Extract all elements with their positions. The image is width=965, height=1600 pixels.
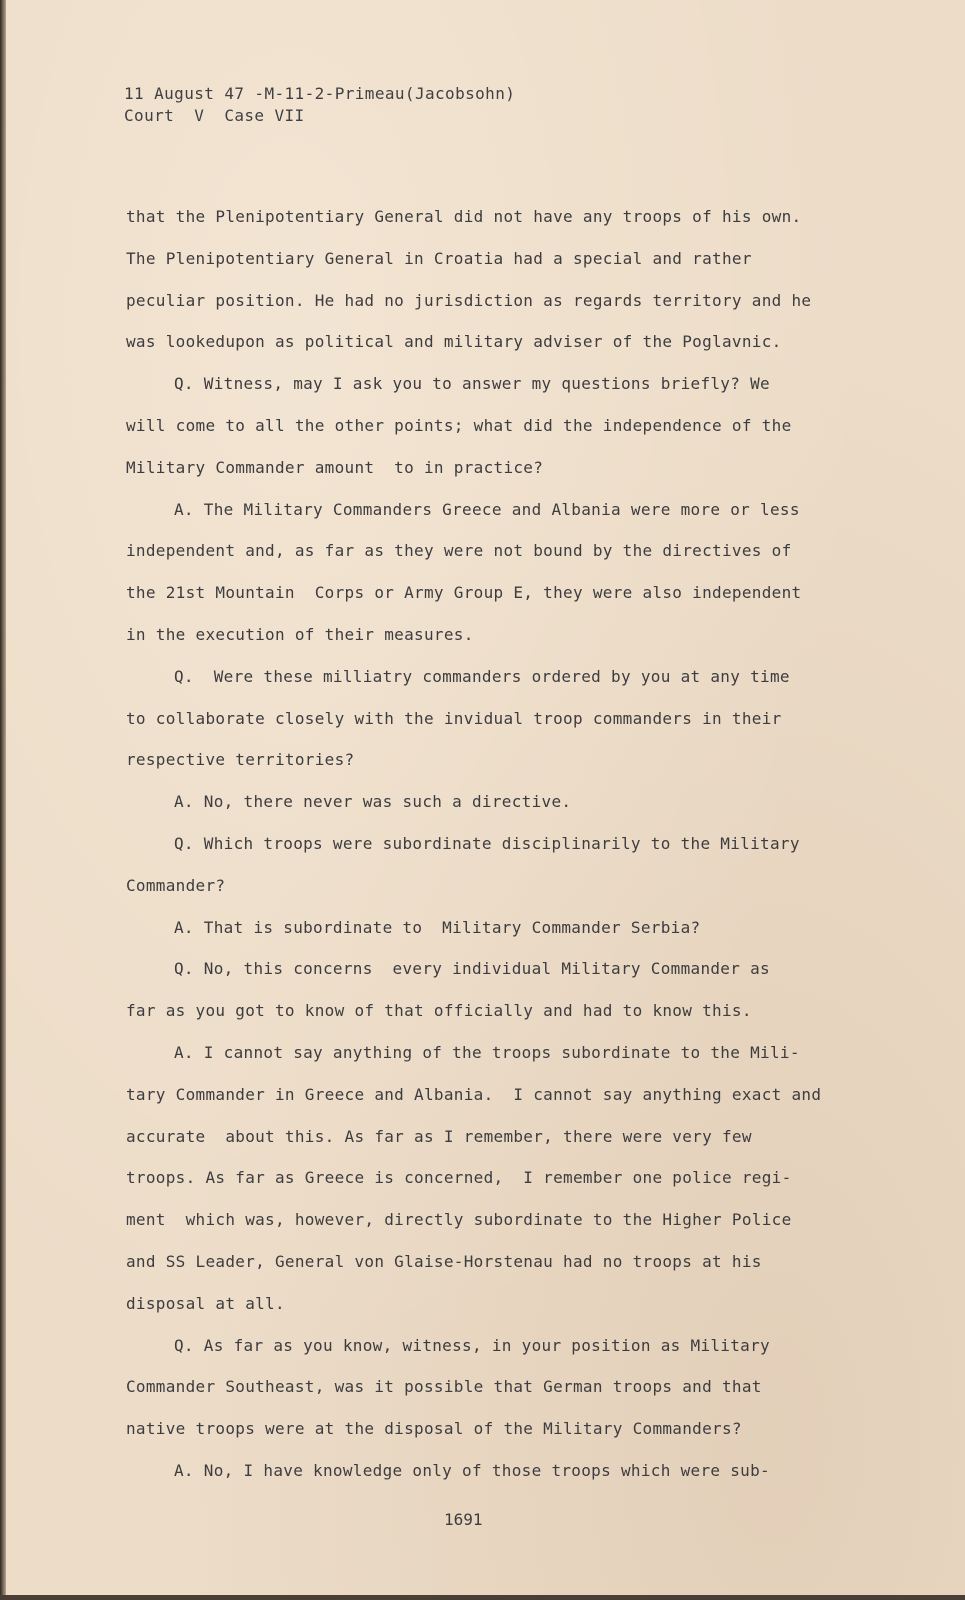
page-bottom-edge [0,1595,965,1600]
transcript-question: Q. Witness, may I ask you to answer my questions briefly? We [174,374,770,394]
transcript-line: disposal at all. [126,1293,285,1313]
transcript-line: far as you got to know of that officially and had to know this. [126,1001,752,1021]
transcript-line: accurate about this. As far as I remember, there were very few [126,1126,752,1146]
transcript-line: to collaborate closely with the invidual troop commanders in their [126,708,782,728]
transcript-question: Q. As far as you know, witness, in your position as Military [174,1335,770,1355]
transcript-line: Commander? [126,875,226,895]
transcript-line: Commander Southeast, was it possible that German troops and that [126,1377,762,1397]
transcript-question: Q. Which troops were subordinate disciplinarily to the Military [174,833,800,853]
transcript-answer: A. I cannot say anything of the troops subordinate to the Mili- [174,1042,800,1062]
document-heading-date-reference: 11 August 47 -M-11-2-Primeau(Jacobsohn) [124,84,516,103]
transcript-line: will come to all the other points; what did the independence of the [126,415,792,435]
transcript-line: the 21st Mountain Corps or Army Group E, they were also independent [126,583,802,603]
transcript-line: tary Commander in Greece and Albania. I cannot say anything exact and [126,1084,822,1104]
transcript-line: The Plenipotentiary General in Croatia had a special and rather [126,248,752,268]
transcript-line: in the execution of their measures. [126,624,474,644]
transcript-line: ment which was, however, directly subordinate to the Higher Police [126,1210,792,1230]
transcript-question: Q. No, this concerns every individual Military Commander as [174,959,770,979]
page-left-edge-shadow [0,0,6,1600]
transcript-line: Military Commander amount to in practice? [126,457,544,477]
transcript-line: peculiar position. He had no jurisdiction as regards territory and he [126,290,812,310]
page-number: 1691 [444,1510,483,1529]
transcript-line: native troops were at the disposal of the Military Commanders? [126,1419,742,1439]
transcript-question: Q. Were these milliatry commanders ordered by you at any time [174,666,790,686]
transcript-line: respective territories? [126,750,355,770]
transcript-line: and SS Leader, General von Glaise-Horstenau had no troops at his [126,1251,762,1271]
transcript-answer: A. The Military Commanders Greece and Albania were more or less [174,499,800,519]
transcript-line: troops. As far as Greece is concerned, I remember one police regi- [126,1168,792,1188]
transcript-answer: A. No, I have knowledge only of those troops which were sub- [174,1460,770,1480]
transcript-body [126,196,846,1492]
transcript-answer: A. No, there never was such a directive. [174,792,572,812]
transcript-line: that the Plenipotentiary General did not have any troops of his own. [126,207,802,226]
transcript-line: independent and, as far as they were not bound by the directives of [126,541,792,561]
document-heading-court-case: Court V Case VII [124,106,305,125]
transcript-line: was lookedupon as political and military adviser of the Poglavnic. [126,332,782,352]
transcript-answer: A. That is subordinate to Military Commander Serbia? [174,917,701,937]
